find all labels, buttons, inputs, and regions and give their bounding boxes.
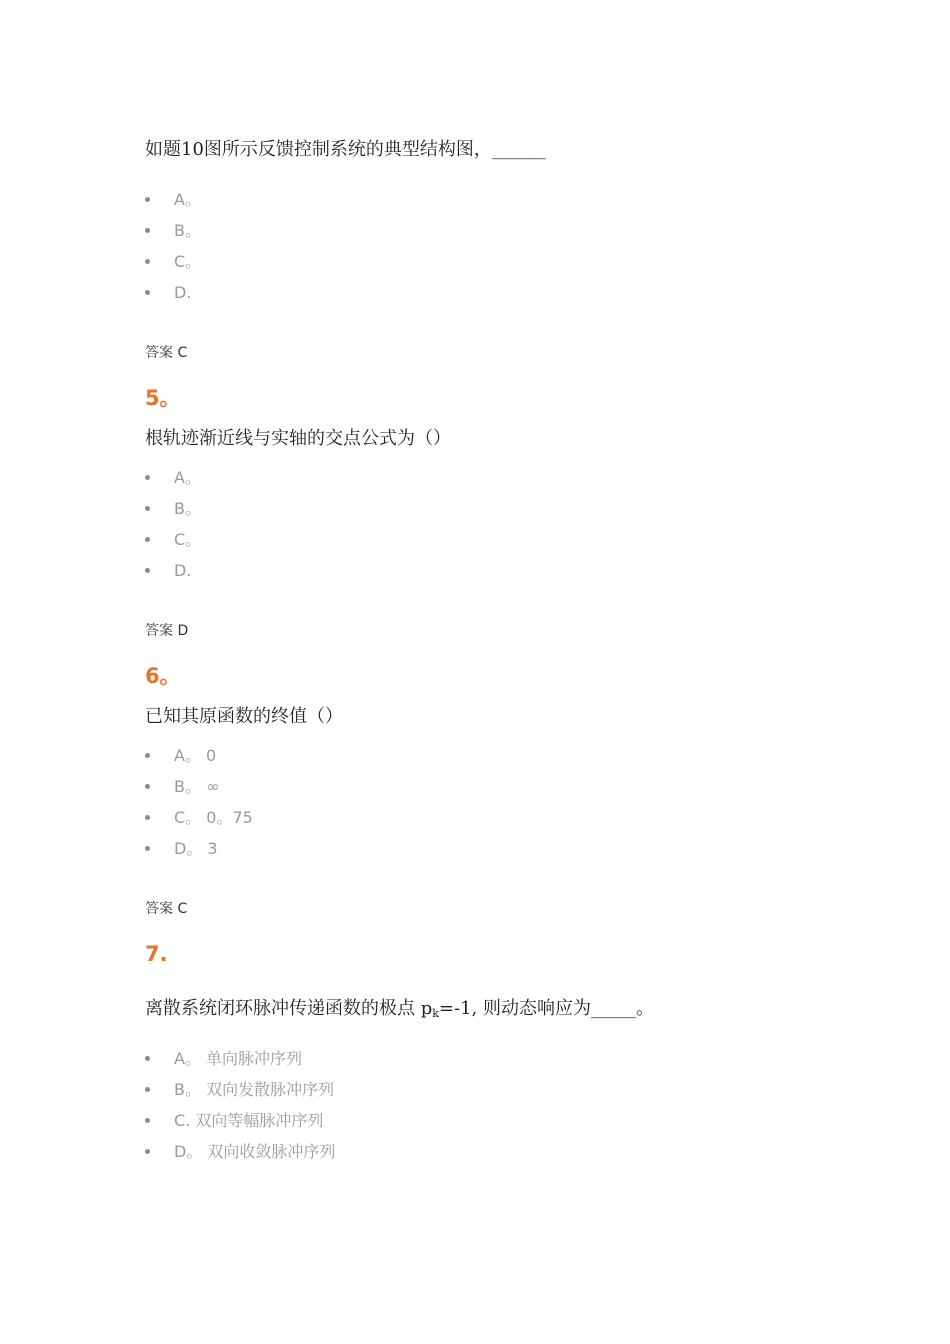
bullet-icon (145, 537, 150, 542)
bullet-icon (145, 1118, 150, 1123)
option-c (145, 1105, 845, 1136)
option-label: B。 (174, 499, 201, 518)
bullet-icon (145, 1056, 150, 1061)
option-label: B。 (174, 221, 201, 240)
answer-4: 答案 C (145, 345, 188, 361)
option-a (145, 740, 845, 771)
answer-6: 答案 C (145, 901, 188, 917)
option-label: D. (174, 283, 192, 302)
bullet-icon (145, 568, 150, 573)
option-a (145, 462, 845, 493)
option-label: D。 双向收敛脉冲序列 (174, 1142, 336, 1161)
option-d (145, 555, 845, 586)
answer-5: 答案 D (145, 623, 189, 639)
option-label: A。 (174, 190, 201, 209)
question-5-text: 根轨迹渐近线与实轴的交点公式为（） (145, 428, 451, 449)
option-d (145, 833, 845, 864)
option-a (145, 1043, 845, 1074)
option-b (145, 493, 845, 524)
option-b (145, 771, 845, 802)
option-d (145, 277, 845, 308)
bullet-icon (145, 815, 150, 820)
question-6-options (145, 740, 845, 864)
bullet-icon (145, 475, 150, 480)
bullet-icon (145, 753, 150, 758)
option-c (145, 802, 845, 833)
question-5-number: 5。 (145, 386, 181, 410)
option-label: C。 (174, 530, 202, 549)
option-label: B。 ∞ (174, 777, 220, 796)
bullet-icon (145, 784, 150, 789)
option-label: C。 0。75 (174, 808, 253, 827)
question-6-text: 已知其原函数的终值（） (145, 706, 343, 727)
question-7-prefix: 离散系统闭环脉冲传递函数的极点 p (145, 998, 433, 1019)
option-label: D。 3 (174, 839, 218, 858)
option-label: C。 (174, 252, 202, 271)
question-6-number: 6。 (145, 664, 181, 688)
bullet-icon (145, 506, 150, 511)
option-label: A。 单向脉冲序列 (174, 1049, 303, 1068)
option-d (145, 1136, 845, 1167)
bullet-icon (145, 259, 150, 264)
bullet-icon (145, 197, 150, 202)
question-7-number: 7. (145, 942, 168, 966)
bullet-icon (145, 228, 150, 233)
question-7-options (145, 1043, 845, 1167)
option-label: A。 (174, 468, 201, 487)
question-7-suffix: =-1, 则动态响应为_____。 (438, 998, 654, 1019)
question-7-text (145, 996, 845, 1027)
option-label: A。 0 (174, 746, 217, 765)
option-b (145, 1074, 845, 1105)
option-label: C. 双向等幅脉冲序列 (174, 1111, 324, 1130)
option-label: B。 双向发散脉冲序列 (174, 1080, 335, 1099)
question-4-options (145, 184, 845, 308)
option-c (145, 524, 845, 555)
option-c (145, 246, 845, 277)
bullet-icon (145, 1149, 150, 1154)
question-4-text: 如题10图所示反馈控制系统的典型结构图，______ (145, 139, 546, 160)
bullet-icon (145, 1087, 150, 1092)
bullet-icon (145, 846, 150, 851)
option-b (145, 215, 845, 246)
option-a (145, 184, 845, 215)
bullet-icon (145, 290, 150, 295)
question-5-options (145, 462, 845, 586)
question-7-subscript: k (432, 1007, 439, 1020)
option-label: D. (174, 561, 192, 580)
